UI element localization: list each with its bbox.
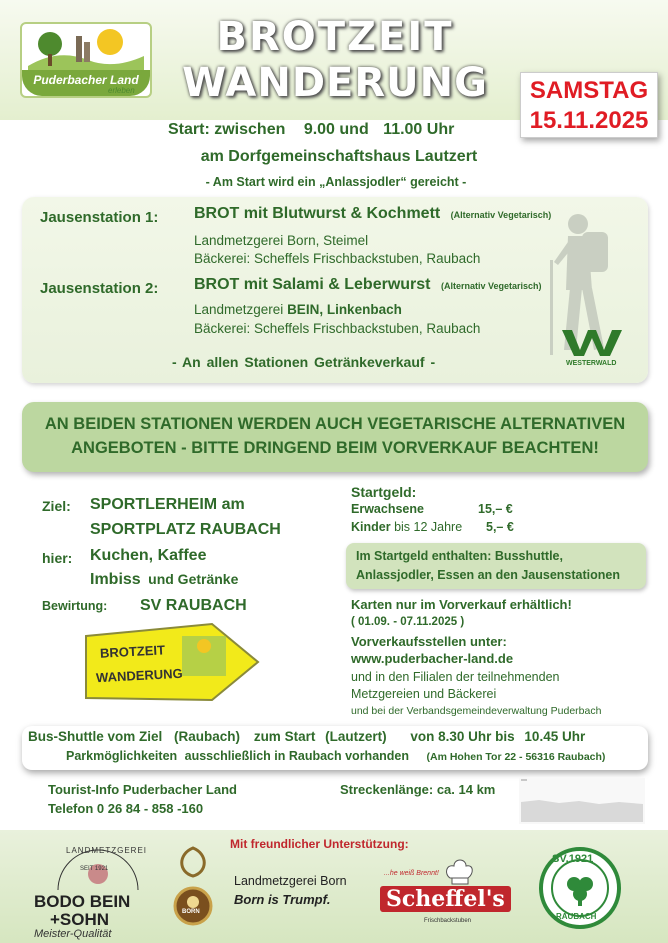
shuttle-part3: zum Start bbox=[253, 729, 316, 744]
station1-main-row bbox=[194, 205, 551, 223]
sv-top: SV.1921 bbox=[552, 853, 594, 865]
tickets-line2: ( 01.09. - 07.11.2025 ) bbox=[351, 616, 465, 628]
fee-kids-age: bis 12 Jahre bbox=[394, 520, 463, 534]
shuttle-part4: (Lautzert) bbox=[325, 729, 387, 744]
shuttle-part5: von 8.30 Uhr bis bbox=[410, 729, 515, 744]
vegetarian-notice bbox=[22, 402, 648, 472]
born-name: Landmetzgerei Born bbox=[234, 874, 347, 888]
puderbacher-land-logo bbox=[20, 22, 152, 98]
station1-sub2: Bäckerei: Scheffels Frischbackstuben, Raubach bbox=[194, 251, 481, 266]
date-value: 15.11.2025 bbox=[529, 107, 649, 134]
sponsor-title: Mit freundlicher Unterstützung: bbox=[230, 837, 409, 851]
bein-name1: BODO BEIN bbox=[34, 892, 131, 911]
wanderung-sign bbox=[82, 622, 260, 709]
start-prefix: Start: zwischen bbox=[168, 121, 286, 138]
parking-address: (Am Hohen Tor 22 - 56316 Raubach) bbox=[426, 751, 606, 763]
hier-line1 bbox=[90, 547, 206, 565]
date-day: SAMSTAG bbox=[529, 77, 649, 104]
station2-label: Jausenstation 2: bbox=[40, 280, 159, 297]
scheffel-name: Scheffel's bbox=[380, 886, 511, 912]
sv-bottom: RAUBACH bbox=[556, 912, 597, 921]
chef-hat-icon bbox=[444, 856, 474, 886]
station1-sub1: Landmetzgerei Born, Steimel bbox=[194, 233, 369, 248]
station2-sub1-prefix: Landmetzgerei bbox=[194, 302, 288, 317]
station2-sub1-bold: BEIN, Linkenbach bbox=[287, 302, 402, 317]
tickets-line6: Metzgereien und Bäckerei bbox=[351, 687, 497, 701]
fee-kids-row bbox=[351, 520, 462, 534]
fee-kids-label: Kinder bbox=[351, 520, 391, 534]
fee-kids-price: 5,– € bbox=[486, 520, 514, 534]
tourist-info-name: Tourist-Info Puderbacher Land bbox=[48, 782, 237, 797]
title-line1: BROTZEIT bbox=[216, 14, 454, 60]
start-line1 bbox=[168, 121, 454, 139]
included-line2: Anlassjodler, Essen an den Jausenstationen bbox=[356, 568, 620, 582]
tickets-url[interactable]: www.puderbacher-land.de bbox=[351, 651, 514, 666]
sign-line1: BROTZEIT bbox=[99, 642, 166, 661]
fee-title: Startgeld: bbox=[351, 484, 417, 500]
logo-sub: erleben bbox=[108, 86, 135, 95]
start-time-from: 9.00 und bbox=[303, 121, 369, 138]
shuttle-line2 bbox=[66, 749, 605, 763]
shuttle-part2: (Raubach) bbox=[174, 729, 241, 744]
station2-main: BROT mit Salami & Leberwurst bbox=[194, 276, 431, 293]
westerwald-label: WESTERWALD bbox=[566, 360, 617, 367]
date-box bbox=[520, 72, 658, 138]
start-jodler-note: - Am Start wird ein „Anlassjodler“ gereicht - bbox=[205, 175, 467, 189]
hier-line2 bbox=[90, 571, 238, 589]
hier-line1-text: Kuchen, Kaffee bbox=[90, 547, 207, 564]
station2-main-row bbox=[194, 276, 542, 294]
tourist-info-phone: Telefon 0 26 84 - 858 -160 bbox=[48, 801, 204, 816]
born-badge-icon bbox=[172, 846, 214, 936]
start-time-to: 11.00 Uhr bbox=[383, 121, 455, 138]
station1-main: BROT mit Blutwurst & Kochmett bbox=[194, 205, 441, 222]
bein-top: LANDMETZGEREI bbox=[66, 846, 148, 855]
ziel-line2: SPORTPLATZ RAUBACH bbox=[90, 521, 281, 538]
sponsor-bodo-bein bbox=[28, 842, 168, 940]
scheffel-tag: ...he weiß Brennt! bbox=[384, 870, 439, 877]
station2-alt: (Alternativ Vegetarisch) bbox=[440, 281, 542, 291]
hier-line2b: und Getränke bbox=[148, 571, 239, 587]
bein-since: SEIT 1921 bbox=[80, 866, 109, 872]
bewirtung-value: SV RAUBACH bbox=[140, 597, 247, 614]
tickets-line7: und bei der Verbandsgemeindeverwaltung Puderbach bbox=[351, 705, 602, 717]
tickets-line3: Vorverkaufsstellen unter: bbox=[351, 634, 507, 649]
elevation-profile-icon bbox=[519, 778, 645, 824]
landscape-icon bbox=[28, 26, 144, 72]
fee-adult-label: Erwachsene bbox=[351, 502, 424, 516]
hier-label: hier: bbox=[42, 550, 73, 566]
tickets-line1: Karten nur im Vorverkauf erhältlich! bbox=[351, 597, 572, 612]
sign-line2: WANDERUNG bbox=[95, 665, 184, 686]
logo-text: Puderbacher Land bbox=[33, 73, 139, 87]
tickets-line5: und in den Filialen der teilnehmenden bbox=[351, 670, 560, 684]
station2-sub1 bbox=[194, 302, 402, 317]
stations-footer: - An allen Stationen Getränkeverkauf - bbox=[172, 354, 436, 370]
scheffel-sub: Frischbackstuben bbox=[424, 918, 472, 924]
shuttle-part1: Bus-Shuttle vom Ziel bbox=[28, 729, 163, 744]
ziel-line1: SPORTLERHEIM am bbox=[90, 496, 245, 513]
bewirtung-label: Bewirtung: bbox=[42, 599, 108, 613]
sponsor-scheffels bbox=[370, 856, 505, 940]
ziel-label: Ziel: bbox=[42, 498, 71, 514]
born-badge-text: BORN bbox=[182, 909, 200, 915]
station2-sub2: Bäckerei: Scheffels Frischbackstuben, Raubach bbox=[194, 321, 481, 336]
bein-name2: +SOHN bbox=[50, 910, 110, 929]
veg-line1: AN BEIDEN STATIONEN WERDEN AUCH VEGETARISCHE ALTERNATIVEN bbox=[44, 415, 626, 433]
hier-line2a: Imbiss bbox=[90, 571, 141, 588]
included-box bbox=[346, 543, 646, 589]
shuttle-line1 bbox=[28, 729, 585, 744]
parking-a: Parkmöglichkeiten bbox=[66, 749, 178, 763]
veg-line2: ANGEBOTEN - BITTE DRINGEND BEIM VORVERKAUF BEACHTEN! bbox=[71, 439, 599, 457]
included-line1: Im Startgeld enthalten: Busshuttle, bbox=[356, 549, 563, 563]
bein-slogan: Meister-Qualität bbox=[34, 928, 112, 940]
westerwald-logo-icon bbox=[562, 328, 622, 358]
born-slogan: Born is Trumpf. bbox=[234, 892, 331, 907]
fee-adult-price: 15,– € bbox=[478, 502, 513, 516]
start-location: am Dorfgemeinschaftshaus Lautzert bbox=[200, 148, 478, 165]
station1-alt: (Alternativ Vegetarisch) bbox=[450, 210, 552, 220]
parking-b: ausschließlich in Raubach vorhanden bbox=[184, 749, 409, 763]
route-distance: Streckenlänge: ca. 14 km bbox=[340, 782, 496, 797]
sign-arrow-icon bbox=[82, 622, 260, 704]
station1-label: Jausenstation 1: bbox=[40, 209, 159, 226]
title-line2: WANDERUNG bbox=[182, 60, 488, 106]
shuttle-part6: 10.45 Uhr bbox=[524, 729, 586, 744]
